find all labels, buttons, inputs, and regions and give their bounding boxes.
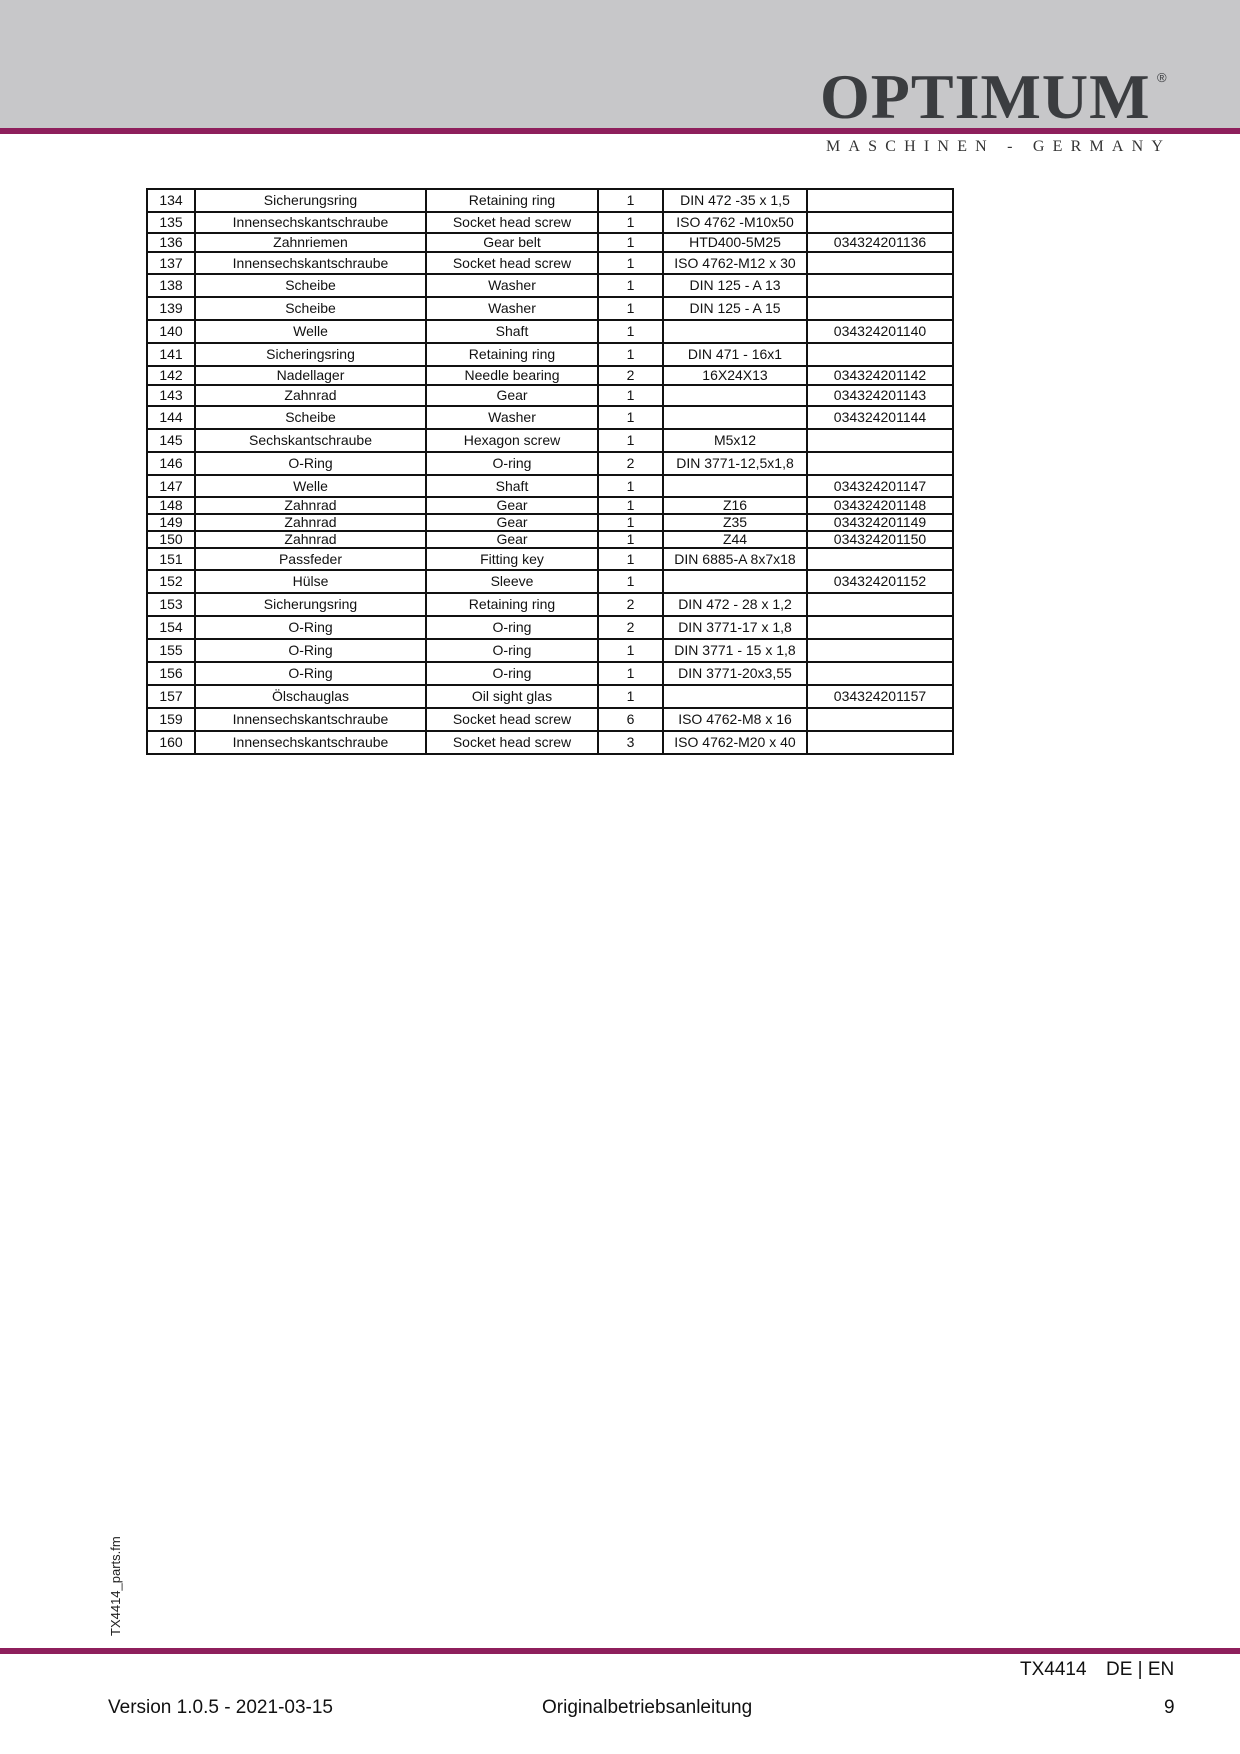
cell-name-de: O-Ring bbox=[195, 616, 426, 639]
cell-name-en: Socket head screw bbox=[426, 212, 598, 233]
cell-qty: 1 bbox=[598, 274, 663, 297]
table-row bbox=[147, 662, 953, 685]
table-row bbox=[147, 514, 953, 531]
cell-item-no: 034324201152 bbox=[807, 570, 953, 593]
cell-qty: 1 bbox=[598, 531, 663, 548]
brand-logo: OPTIMUM bbox=[820, 61, 1151, 132]
cell-item-no bbox=[807, 212, 953, 233]
cell-name-de: Innensechskantschraube bbox=[195, 731, 426, 754]
table-row bbox=[147, 452, 953, 475]
cell-name-de: Sicherungsring bbox=[195, 189, 426, 212]
cell-qty: 1 bbox=[598, 189, 663, 212]
model-number: TX4414 bbox=[1020, 1659, 1087, 1680]
cell-pos: 140 bbox=[147, 320, 195, 343]
cell-pos: 146 bbox=[147, 452, 195, 475]
cell-name-en: Gear bbox=[426, 497, 598, 514]
table-row bbox=[147, 429, 953, 452]
cell-item-no: 034324201142 bbox=[807, 366, 953, 385]
cell-name-en: Hexagon screw bbox=[426, 429, 598, 452]
cell-item-no: 034324201144 bbox=[807, 406, 953, 429]
cell-item-no bbox=[807, 548, 953, 570]
cell-name-de: Sicheringsring bbox=[195, 343, 426, 366]
cell-qty: 1 bbox=[598, 252, 663, 274]
cell-size bbox=[663, 385, 807, 406]
cell-name-en: Needle bearing bbox=[426, 366, 598, 385]
cell-pos: 136 bbox=[147, 233, 195, 252]
cell-qty: 1 bbox=[598, 570, 663, 593]
cell-name-en: Washer bbox=[426, 297, 598, 320]
cell-size bbox=[663, 406, 807, 429]
source-file-label: TX4414_parts.fm bbox=[108, 1536, 123, 1636]
cell-size: DIN 3771-20x3,55 bbox=[663, 662, 807, 685]
cell-item-no: 034324201149 bbox=[807, 514, 953, 531]
cell-size: ISO 4762-M20 x 40 bbox=[663, 731, 807, 754]
cell-name-en: Oil sight glas bbox=[426, 685, 598, 708]
cell-qty: 6 bbox=[598, 708, 663, 731]
cell-name-de: Scheibe bbox=[195, 406, 426, 429]
cell-size bbox=[663, 570, 807, 593]
cell-name-en: Socket head screw bbox=[426, 731, 598, 754]
cell-pos: 154 bbox=[147, 616, 195, 639]
cell-name-de: Ölschauglas bbox=[195, 685, 426, 708]
cell-size bbox=[663, 685, 807, 708]
language-indicator: DE | EN bbox=[1106, 1659, 1175, 1680]
cell-item-no bbox=[807, 708, 953, 731]
table-row bbox=[147, 343, 953, 366]
cell-name-de: Scheibe bbox=[195, 274, 426, 297]
cell-pos: 141 bbox=[147, 343, 195, 366]
table-row bbox=[147, 385, 953, 406]
cell-pos: 160 bbox=[147, 731, 195, 754]
cell-name-de: Sechskantschraube bbox=[195, 429, 426, 452]
cell-qty: 1 bbox=[598, 475, 663, 497]
cell-item-no bbox=[807, 616, 953, 639]
table-row bbox=[147, 189, 953, 212]
cell-qty: 1 bbox=[598, 297, 663, 320]
cell-name-de: O-Ring bbox=[195, 662, 426, 685]
cell-name-de: Zahnriemen bbox=[195, 233, 426, 252]
table-row bbox=[147, 212, 953, 233]
cell-pos: 143 bbox=[147, 385, 195, 406]
brand-tagline: MASCHINEN - GERMANY bbox=[826, 138, 1172, 155]
cell-pos: 145 bbox=[147, 429, 195, 452]
table-row bbox=[147, 366, 953, 385]
cell-qty: 2 bbox=[598, 616, 663, 639]
cell-pos: 149 bbox=[147, 514, 195, 531]
cell-qty: 1 bbox=[598, 548, 663, 570]
cell-qty: 1 bbox=[598, 233, 663, 252]
table-row bbox=[147, 593, 953, 616]
cell-item-no bbox=[807, 593, 953, 616]
cell-name-en: Gear belt bbox=[426, 233, 598, 252]
cell-size: 16X24X13 bbox=[663, 366, 807, 385]
cell-pos: 148 bbox=[147, 497, 195, 514]
cell-item-no bbox=[807, 297, 953, 320]
cell-name-en: O-ring bbox=[426, 662, 598, 685]
cell-size: ISO 4762-M12 x 30 bbox=[663, 252, 807, 274]
cell-name-de: Sicherungsring bbox=[195, 593, 426, 616]
cell-item-no bbox=[807, 662, 953, 685]
cell-qty: 2 bbox=[598, 366, 663, 385]
cell-item-no bbox=[807, 252, 953, 274]
parts-table-body bbox=[147, 189, 953, 754]
cell-item-no bbox=[807, 731, 953, 754]
table-row bbox=[147, 616, 953, 639]
cell-size: DIN 6885-A 8x7x18 bbox=[663, 548, 807, 570]
cell-size: DIN 472 - 28 x 1,2 bbox=[663, 593, 807, 616]
cell-size: Z35 bbox=[663, 514, 807, 531]
cell-size bbox=[663, 475, 807, 497]
cell-size: DIN 472 -35 x 1,5 bbox=[663, 189, 807, 212]
cell-name-en: Retaining ring bbox=[426, 343, 598, 366]
cell-name-en: Gear bbox=[426, 514, 598, 531]
cell-pos: 156 bbox=[147, 662, 195, 685]
table-row bbox=[147, 708, 953, 731]
cell-pos: 138 bbox=[147, 274, 195, 297]
cell-name-en: Gear bbox=[426, 385, 598, 406]
manual-title: Originalbetriebsanleitung bbox=[542, 1697, 753, 1718]
cell-qty: 1 bbox=[598, 639, 663, 662]
cell-item-no bbox=[807, 189, 953, 212]
cell-name-en: O-ring bbox=[426, 452, 598, 475]
cell-size: Z44 bbox=[663, 531, 807, 548]
table-row bbox=[147, 252, 953, 274]
cell-qty: 1 bbox=[598, 320, 663, 343]
cell-name-en: Sleeve bbox=[426, 570, 598, 593]
cell-size: Z16 bbox=[663, 497, 807, 514]
cell-pos: 135 bbox=[147, 212, 195, 233]
cell-qty: 1 bbox=[598, 497, 663, 514]
cell-name-de: Welle bbox=[195, 320, 426, 343]
cell-item-no bbox=[807, 452, 953, 475]
cell-pos: 134 bbox=[147, 189, 195, 212]
page-number: 9 bbox=[1164, 1697, 1175, 1718]
cell-name-en: Retaining ring bbox=[426, 593, 598, 616]
cell-name-de: O-Ring bbox=[195, 452, 426, 475]
cell-qty: 2 bbox=[598, 593, 663, 616]
cell-name-de: Innensechskantschraube bbox=[195, 212, 426, 233]
cell-name-de: Zahnrad bbox=[195, 497, 426, 514]
table-row bbox=[147, 233, 953, 252]
cell-size: ISO 4762-M8 x 16 bbox=[663, 708, 807, 731]
cell-pos: 144 bbox=[147, 406, 195, 429]
cell-name-en: Socket head screw bbox=[426, 252, 598, 274]
cell-name-de: Zahnrad bbox=[195, 385, 426, 406]
cell-name-en: Retaining ring bbox=[426, 189, 598, 212]
cell-qty: 3 bbox=[598, 731, 663, 754]
cell-qty: 1 bbox=[598, 406, 663, 429]
footer-accent-line bbox=[0, 1648, 1240, 1654]
cell-pos: 159 bbox=[147, 708, 195, 731]
cell-item-no bbox=[807, 639, 953, 662]
cell-pos: 137 bbox=[147, 252, 195, 274]
cell-name-de: Zahnrad bbox=[195, 531, 426, 548]
cell-name-en: O-ring bbox=[426, 616, 598, 639]
cell-name-de: Innensechskantschraube bbox=[195, 252, 426, 274]
table-row bbox=[147, 639, 953, 662]
cell-item-no bbox=[807, 274, 953, 297]
cell-name-en: O-ring bbox=[426, 639, 598, 662]
registered-mark: ® bbox=[1157, 70, 1167, 85]
cell-size: DIN 3771-12,5x1,8 bbox=[663, 452, 807, 475]
cell-item-no: 034324201136 bbox=[807, 233, 953, 252]
cell-name-de: Passfeder bbox=[195, 548, 426, 570]
cell-name-en: Fitting key bbox=[426, 548, 598, 570]
cell-pos: 155 bbox=[147, 639, 195, 662]
table-row bbox=[147, 297, 953, 320]
cell-pos: 150 bbox=[147, 531, 195, 548]
cell-qty: 1 bbox=[598, 685, 663, 708]
cell-name-de: Scheibe bbox=[195, 297, 426, 320]
cell-pos: 151 bbox=[147, 548, 195, 570]
cell-name-en: Washer bbox=[426, 274, 598, 297]
cell-name-en: Shaft bbox=[426, 320, 598, 343]
cell-item-no: 034324201140 bbox=[807, 320, 953, 343]
cell-name-en: Socket head screw bbox=[426, 708, 598, 731]
cell-size: HTD400-5M25 bbox=[663, 233, 807, 252]
cell-name-de: Zahnrad bbox=[195, 514, 426, 531]
table-row bbox=[147, 475, 953, 497]
cell-name-de: Innensechskantschraube bbox=[195, 708, 426, 731]
cell-name-en: Washer bbox=[426, 406, 598, 429]
version-info: Version 1.0.5 - 2021-03-15 bbox=[108, 1697, 333, 1718]
cell-size: DIN 471 - 16x1 bbox=[663, 343, 807, 366]
cell-name-de: O-Ring bbox=[195, 639, 426, 662]
cell-pos: 147 bbox=[147, 475, 195, 497]
table-row bbox=[147, 570, 953, 593]
parts-table bbox=[146, 188, 954, 755]
table-row bbox=[147, 497, 953, 514]
cell-size bbox=[663, 320, 807, 343]
cell-pos: 157 bbox=[147, 685, 195, 708]
cell-qty: 1 bbox=[598, 662, 663, 685]
cell-pos: 139 bbox=[147, 297, 195, 320]
cell-qty: 1 bbox=[598, 343, 663, 366]
cell-item-no: 034324201143 bbox=[807, 385, 953, 406]
cell-qty: 1 bbox=[598, 514, 663, 531]
cell-item-no: 034324201150 bbox=[807, 531, 953, 548]
cell-name-de: Welle bbox=[195, 475, 426, 497]
cell-name-de: Hülse bbox=[195, 570, 426, 593]
cell-size: DIN 125 - A 15 bbox=[663, 297, 807, 320]
table-row bbox=[147, 274, 953, 297]
cell-pos: 152 bbox=[147, 570, 195, 593]
table-row bbox=[147, 320, 953, 343]
cell-qty: 1 bbox=[598, 212, 663, 233]
table-row bbox=[147, 731, 953, 754]
cell-name-de: Nadellager bbox=[195, 366, 426, 385]
table-row bbox=[147, 406, 953, 429]
cell-item-no bbox=[807, 429, 953, 452]
cell-size: DIN 3771 - 15 x 1,8 bbox=[663, 639, 807, 662]
cell-item-no: 034324201157 bbox=[807, 685, 953, 708]
cell-size: DIN 3771-17 x 1,8 bbox=[663, 616, 807, 639]
table-row bbox=[147, 531, 953, 548]
cell-size: ISO 4762 -M10x50 bbox=[663, 212, 807, 233]
cell-pos: 142 bbox=[147, 366, 195, 385]
cell-name-en: Gear bbox=[426, 531, 598, 548]
cell-qty: 2 bbox=[598, 452, 663, 475]
table-row bbox=[147, 548, 953, 570]
cell-pos: 153 bbox=[147, 593, 195, 616]
cell-item-no: 034324201147 bbox=[807, 475, 953, 497]
cell-size: DIN 125 - A 13 bbox=[663, 274, 807, 297]
cell-name-en: Shaft bbox=[426, 475, 598, 497]
table-row bbox=[147, 685, 953, 708]
cell-item-no bbox=[807, 343, 953, 366]
cell-size: M5x12 bbox=[663, 429, 807, 452]
cell-item-no: 034324201148 bbox=[807, 497, 953, 514]
cell-qty: 1 bbox=[598, 385, 663, 406]
cell-qty: 1 bbox=[598, 429, 663, 452]
